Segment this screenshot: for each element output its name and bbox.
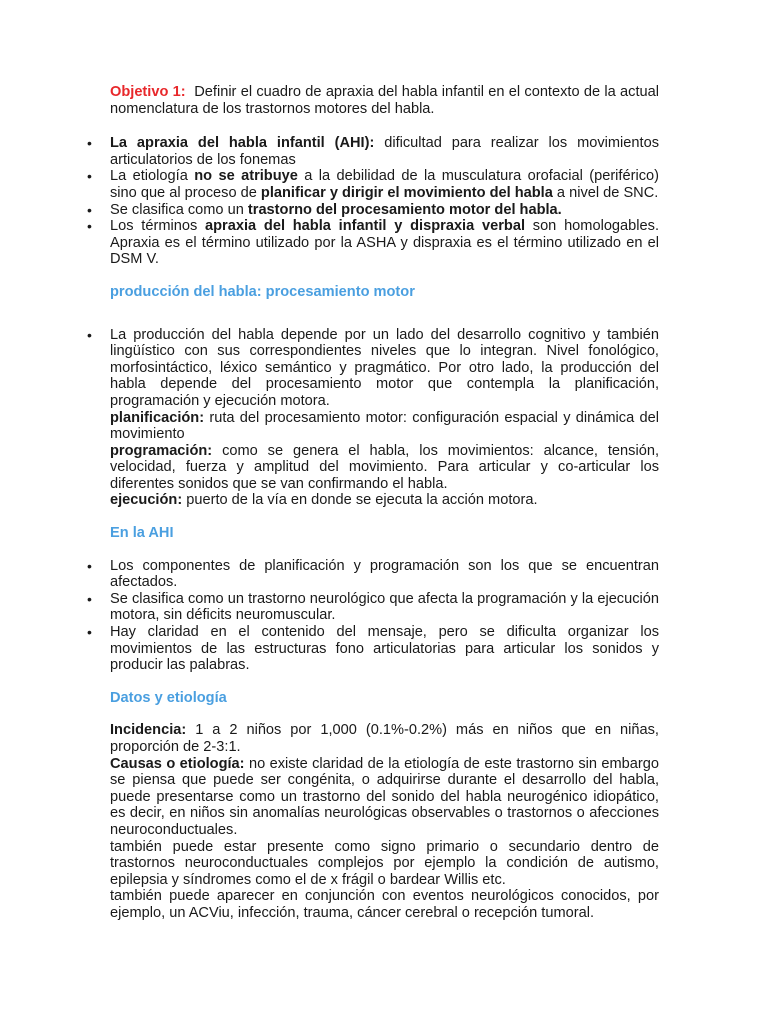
objective-text: Definir el cuadro de apraxia del habla infantil en el contexto de la actual nomenclatura de los trastornos motores del habla. — [110, 84, 659, 117]
bullet-text: a nivel de SNC. — [552, 184, 659, 201]
bold-term: programación: — [110, 442, 213, 459]
bold-term: apraxia del habla infantil y dispraxia verbal — [205, 218, 525, 235]
bullet-text: son homologables. Apraxia es el término utilizado por la ASHA y dispraxia es el término utilizado en el DSM V. — [110, 218, 659, 268]
incidencia-paragraph — [110, 722, 659, 755]
intro-bullet — [110, 135, 659, 168]
objective-label: Objetivo 1: — [110, 84, 186, 100]
bullet-text: La producción del habla depende por un lado del desarrollo cognitivo y también lingüístico con sus correspondientes niveles que lo integran. Nivel fonológico, morfosintáctico, léxico semántico y pragmático. Por otro lado, la producción del habla depende del procesamiento motor que contempla la planificación, programación y ejecución motora. — [110, 326, 659, 409]
datos-paragraph-2: también puede estar presente como signo primario o secundario dentro de trastornos neuroconductuales complejos por ejemplo la condición de autismo, epilepsia y síndromes como el de x frágil o bardear Willis etc. — [110, 838, 659, 888]
datos-paragraph-3: también puede aparecer en conjunción con eventos neurológicos conocidos, por ejemplo, un ACViu, infección, trauma, cáncer cerebral o recepción tumoral. — [110, 888, 659, 921]
intro-bullet — [110, 218, 659, 268]
paragraph-text: como se genera el habla, los movimientos: alcance, tensión, velocidad, fuerza y amplitud del movimiento. Para articular y co-articular los diferentes sonidos que se van confirmando el habla. — [110, 442, 659, 492]
bold-term: no se atribuye — [194, 168, 298, 185]
section-heading-motor: producción del habla: procesamiento motor — [110, 283, 415, 300]
bullet-text: a la debilidad de la musculatura orofacial (periférico) sino que al proceso de — [110, 168, 659, 201]
motor-bullet-list — [110, 327, 659, 410]
bullet-text: Los términos — [110, 218, 206, 235]
paragraph-text: 1 a 2 niños por 1,000 (0.1%-0.2%) más en niños que en niñas, proporción de 2-3:1. — [110, 722, 659, 755]
planificacion-paragraph — [110, 410, 659, 443]
motor-bullet — [110, 327, 659, 410]
intro-bullet-list — [110, 135, 659, 268]
intro-bullet — [110, 168, 659, 201]
objective-paragraph — [110, 84, 659, 117]
bold-term: planificar y dirigir el movimiento del habla — [260, 184, 553, 201]
bullet-text: dificultad para realizar los movimientos articulatorios de los fonemas — [110, 135, 659, 168]
ahi-bullet: • Los componentes de planificación y programación son los que se encuentran afectados. — [110, 558, 659, 591]
bold-term: La apraxia del habla infantil (AHI): — [110, 135, 375, 152]
section-heading-datos: Datos y etiología — [110, 689, 227, 706]
paragraph-text: puerto de la vía en donde se ejecuta la acción motora. — [182, 492, 538, 509]
bullet-text: La etiología — [110, 168, 195, 185]
paragraph-text: ruta del procesamiento motor: configuración espacial y dinámica del movimiento — [110, 409, 659, 443]
bold-term: Causas o etiología: — [110, 755, 245, 772]
bold-term: trastorno del procesamiento motor del habla. — [247, 201, 562, 218]
ejecucion-paragraph — [110, 492, 659, 509]
ahi-bullet: • Hay claridad en el contenido del mensaje, pero se dificulta organizar los movimientos de las estructuras fono articulatorias para articular los sonidos y producir las palabras. — [110, 624, 659, 674]
bold-term: Incidencia: — [110, 722, 187, 739]
section-heading-ahi: En la AHI — [110, 525, 174, 542]
causas-paragraph — [110, 756, 659, 839]
programacion-paragraph — [110, 443, 659, 493]
ahi-bullet: • Se clasifica como un trastorno neurológico que afecta la programación y la ejecución motora, sin déficits neuromuscular. — [110, 591, 659, 624]
paragraph-text: no existe claridad de la etiología de este trastorno sin embargo se piensa que puede ser congénita, o adquirirse durante el desarrollo del habla, puede presentarse como un trastorno del sonido del habla neurogénico idiopático, es decir, en niños sin anomalías neurológicas observables o trastornos o afecciones neuroconductuales. — [110, 755, 659, 838]
bold-term: planificación: — [110, 409, 205, 426]
bullet-text: Se clasifica como un — [110, 201, 248, 218]
bold-term: ejecución: — [110, 492, 183, 509]
intro-bullet — [110, 202, 659, 219]
document-column — [110, 84, 659, 922]
ahi-bullet-list — [110, 558, 659, 674]
